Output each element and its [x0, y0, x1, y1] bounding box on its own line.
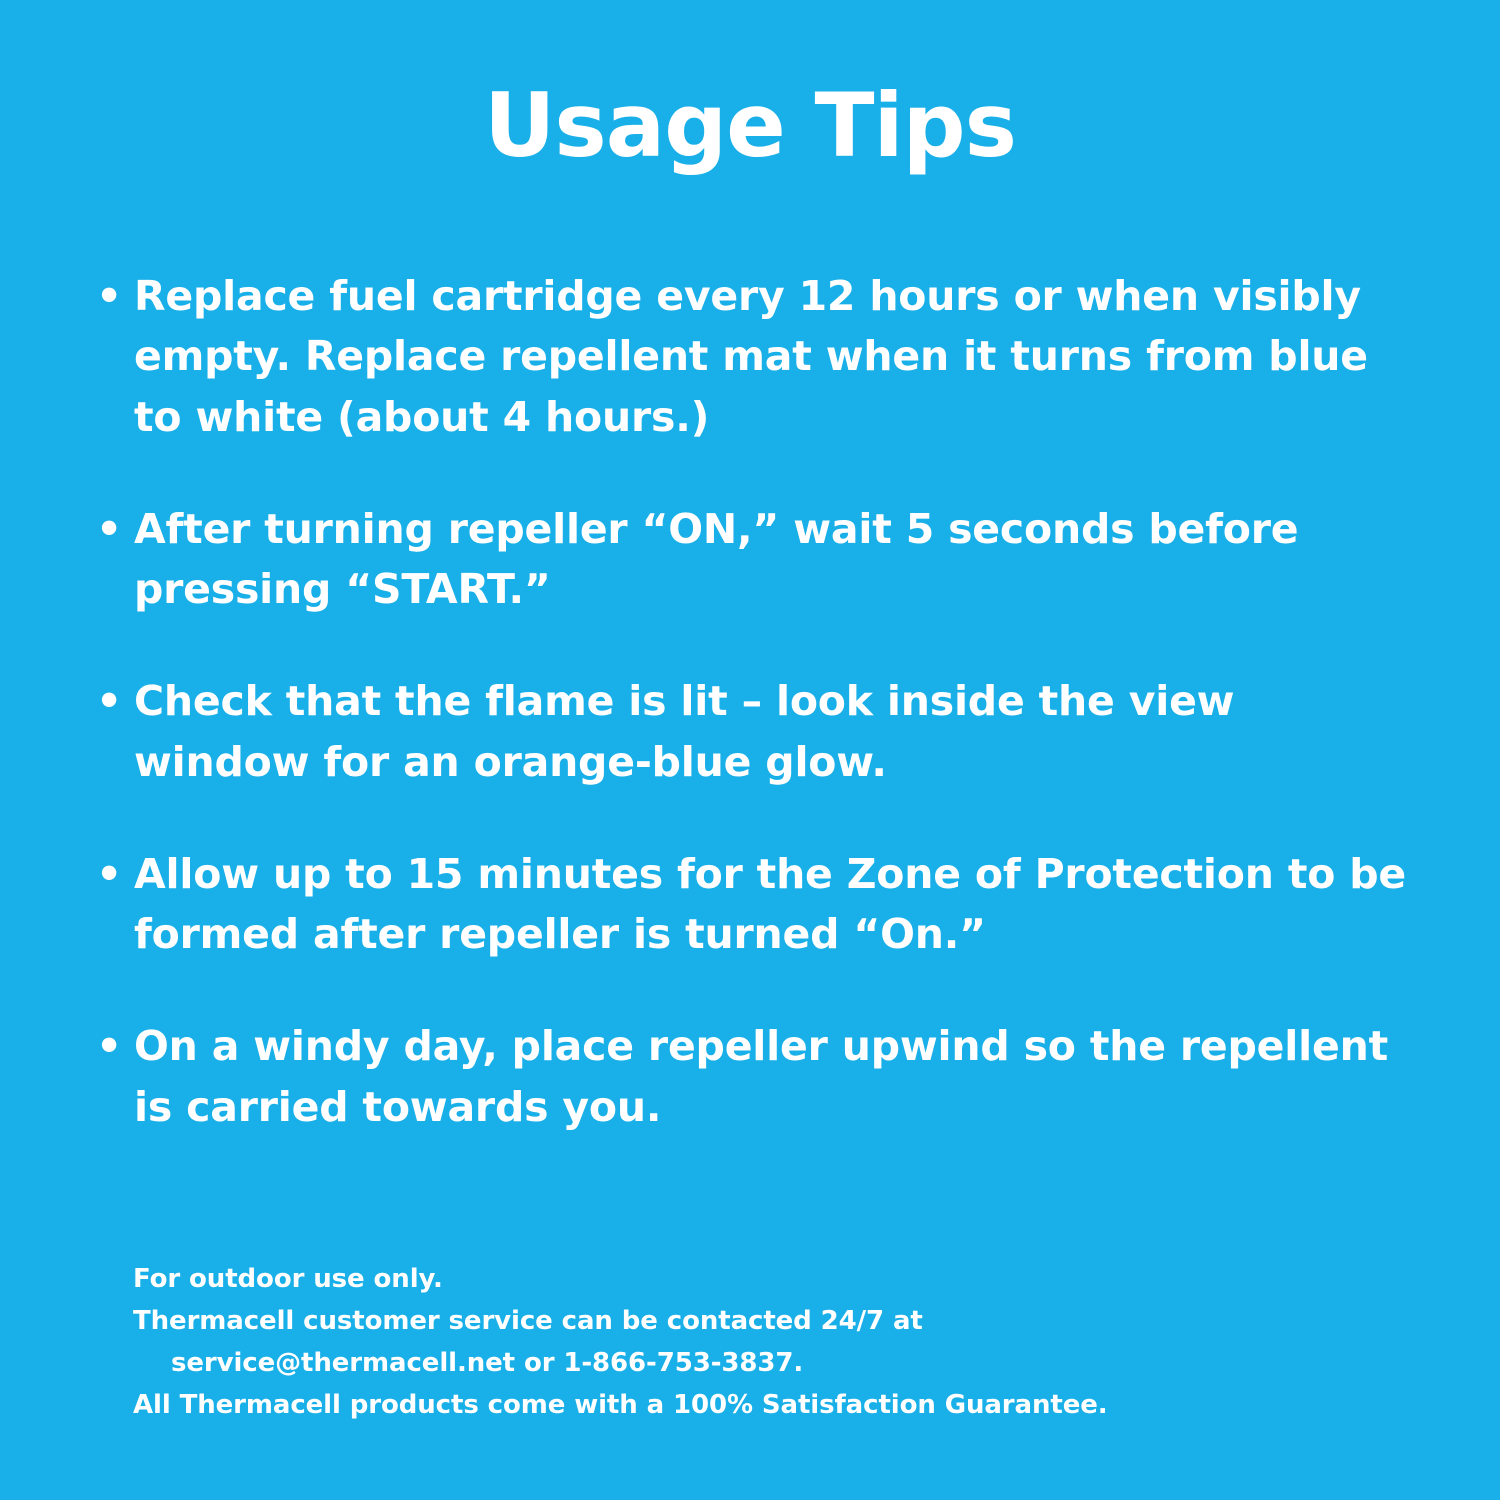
list-item-text: Allow up to 15 minutes for the Zone of Protection to be formed after repeller is turned “On.”: [134, 849, 1407, 959]
list-item-text: Check that the flame is lit – look inside the view window for an orange-blue glow.: [134, 677, 1235, 786]
footer-line-contact: service@thermacell.net or 1-866-753-3837.: [171, 1348, 804, 1379]
footer-line-outdoor-use: For outdoor use only.: [133, 1264, 443, 1294]
usage-tips-list: [0, 266, 1500, 1137]
list-item-text: Replace fuel cartridge every 12 hours or when visibly empty. Replace repellent mat when it turns from blue to white (about 4 hours.): [134, 272, 1368, 441]
list-item: [0, 266, 1500, 447]
list-item: [0, 844, 1500, 965]
bullet-icon: •: [96, 677, 123, 726]
list-item: [0, 499, 1500, 620]
bullet-icon: •: [96, 849, 123, 898]
page-title: Usage Tips: [483, 74, 1017, 177]
footer-line-guarantee: All Thermacell products come with a 100% Satisfaction Guarantee.: [133, 1390, 1108, 1421]
list-item: [0, 671, 1500, 792]
list-item-text: On a windy day, place repeller upwind so the repellent is carried towards you.: [134, 1022, 1388, 1131]
bullet-icon: •: [96, 272, 123, 320]
list-item-text: After turning repeller “ON,” wait 5 seconds before pressing “START.”: [134, 504, 1299, 614]
bullet-icon: •: [96, 504, 123, 553]
footer-note: [133, 1258, 1440, 1426]
bullet-icon: •: [96, 1022, 123, 1071]
list-item: [0, 1016, 1500, 1137]
footer-line-customer-service: Thermacell customer service can be contacted 24/7 at: [133, 1306, 923, 1337]
